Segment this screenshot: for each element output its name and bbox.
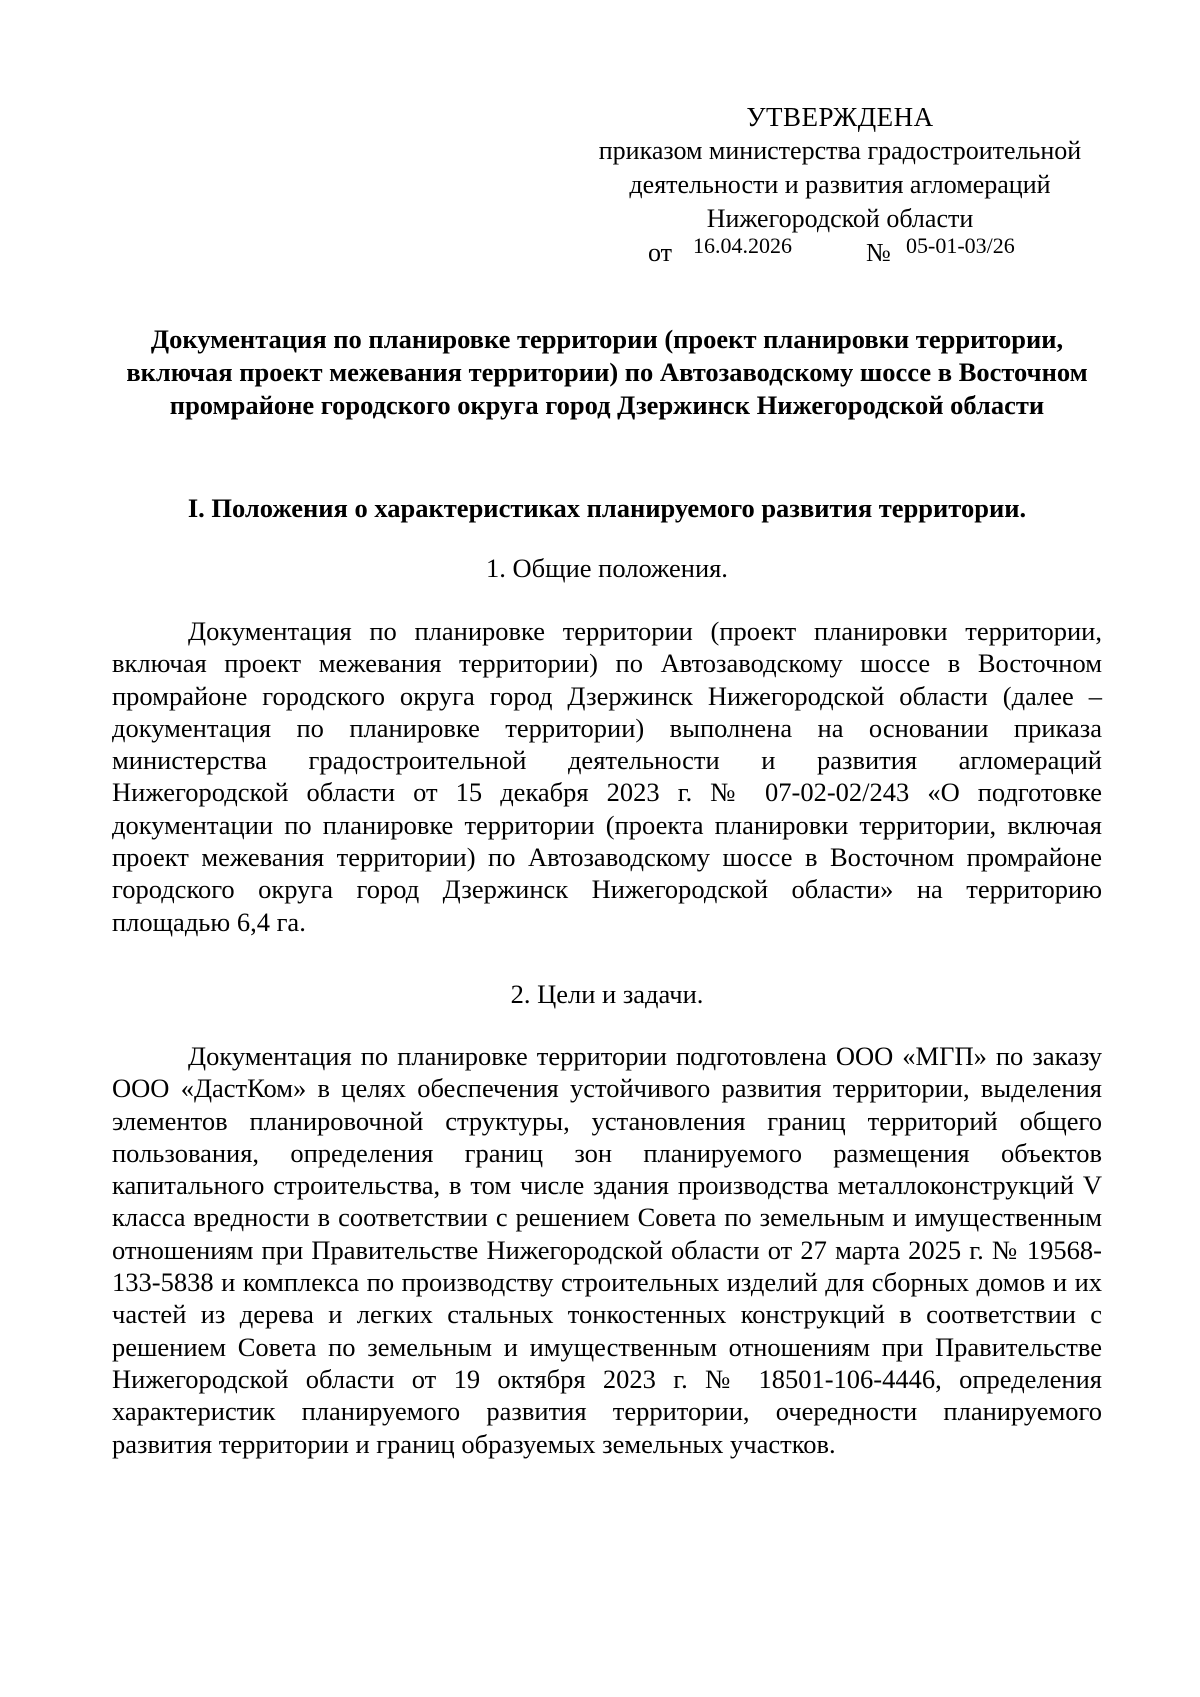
approval-line-1: приказом министерства градостроительной bbox=[598, 136, 1082, 165]
approval-number: 05-01-03/26 bbox=[906, 233, 1015, 258]
approval-block bbox=[560, 100, 1120, 236]
approval-date: 16.04.2026 bbox=[693, 233, 792, 258]
number-label: № bbox=[866, 238, 891, 267]
approval-meta bbox=[648, 232, 1088, 272]
approval-line-3: Нижегородской области bbox=[706, 204, 974, 233]
subsection-heading-goals: 2. Цели и задачи. bbox=[510, 979, 704, 1009]
subsection-heading-general: 1. Общие положения. bbox=[486, 553, 728, 583]
section-heading: I. Положения о характеристиках планируемого развития территории. bbox=[187, 493, 1027, 523]
approval-stamp: УТВЕРЖДЕНА bbox=[746, 102, 934, 132]
paragraph-goals: Документация по планировке территории подготовлена ООО «МГП» по заказу ООО «ДастКом» в целях обеспечения устойчивого развития территории, выделения элементов планировочной структуры, установления границ территорий общего пользования, определения границ зон планируемого размещения объектов капитального строительства, в том числе здания производства металлоконструкций V класса вредности в соответствии с решением Совета по земельным и имущественным отношениям при Правительстве Нижегородской области от 27 марта 2025 г. № 19568-133-5838 и комплекса по производству строительных изделий для сборных домов и их частей из дерева и легких стальных тонкостенных конструкций в соответствии с решением Совета по земельным и имущественным отношениям при Правительстве Нижегородской области от 19 октября 2023 г. № 18501-106-4446, определения характеристик планируемого развития территории, очередности планируемого развития территории и границ образуемых земельных участков. bbox=[112, 1041, 1102, 1459]
document-title: Документация по планировке территории (проект планировки территории, включая проект межевания территории) по Автозаводскому шоссе в Восточном промрайоне городского округа город Дзержинск Нижегородской области bbox=[126, 324, 1088, 420]
from-label: от bbox=[648, 238, 673, 267]
approval-line-2: деятельности и развития агломераций bbox=[629, 170, 1051, 199]
paragraph-general: Документация по планировке территории (проект планировки территории, включая проект межевания территории) по Автозаводскому шоссе в Восточном промрайоне городского округа город Дзержинск Нижегородской области (далее – документация по планировке территории) выполнена на основании приказа министерства градостроительной деятельности и развития агломераций Нижегородской области от 15 декабря 2023 г. № 07-02-02/243 «О подготовке документации по планировке территории (проекта планировки территории, включая проект межевания территории) по Автозаводскому шоссе в Восточном промрайоне городского округа город Дзержинск Нижегородской области» на территорию площадью 6,4 га. bbox=[112, 616, 1102, 937]
